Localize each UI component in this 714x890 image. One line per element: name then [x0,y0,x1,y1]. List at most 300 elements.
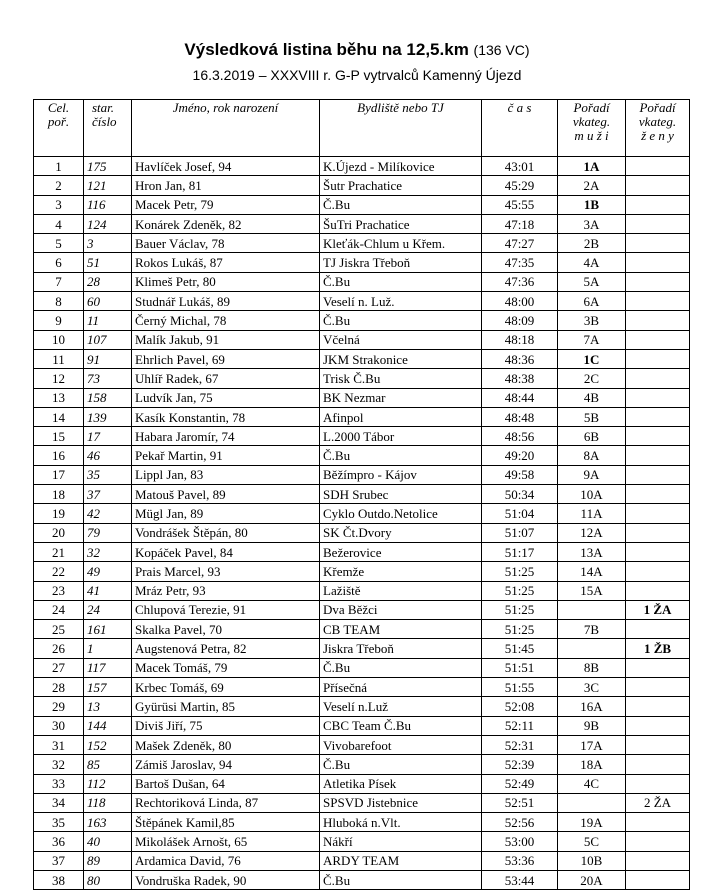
header-category-women: Pořadí vkateg. ž e n y [626,100,690,157]
cell-category-women [626,407,690,426]
cell-name: Vondruška Radek, 90 [132,870,320,889]
cell-rank: 3 [34,195,84,214]
cell-name: Skalka Pavel, 70 [132,620,320,639]
cell-category-women [626,774,690,793]
cell-category-men: 17A [558,735,626,754]
cell-name: Štěpánek Kamil,85 [132,813,320,832]
cell-rank: 38 [34,870,84,889]
cell-time: 53:44 [482,870,558,889]
cell-category-men: 10B [558,851,626,870]
cell-category-men: 4A [558,253,626,272]
cell-start-number: 158 [84,388,132,407]
header-rank: Cel. poř. [34,100,84,157]
cell-start-number: 60 [84,292,132,311]
cell-category-women [626,446,690,465]
cell-time: 48:56 [482,427,558,446]
cell-rank: 34 [34,793,84,812]
table-row [34,639,690,658]
cell-rank: 23 [34,581,84,600]
cell-name: Černý Michal, 78 [132,311,320,330]
cell-name: Gyürüsi Martin, 85 [132,697,320,716]
cell-club: Č.Bu [320,446,482,465]
header-category-men: Pořadí vkateg. m u ž i [558,100,626,157]
cell-time: 52:11 [482,716,558,735]
cell-category-women [626,870,690,889]
cell-name: Uhlíř Radek, 67 [132,369,320,388]
cell-rank: 36 [34,832,84,851]
table-row [34,620,690,639]
cell-rank: 14 [34,407,84,426]
table-row [34,813,690,832]
cell-club: Lažiště [320,581,482,600]
cell-category-women [626,813,690,832]
cell-name: Macek Petr, 79 [132,195,320,214]
header-start-number: star. číslo [84,100,132,157]
cell-category-women [626,272,690,291]
cell-club: TJ Jiskra Třeboň [320,253,482,272]
table-row [34,176,690,195]
cell-start-number: 17 [84,427,132,446]
cell-rank: 15 [34,427,84,446]
cell-category-men: 5B [558,407,626,426]
table-row [34,755,690,774]
table-row [34,658,690,677]
cell-name: Vondrášek Štěpán, 80 [132,523,320,542]
table-row [34,716,690,735]
title-main: Výsledková listina běhu na 12,5.km [184,40,469,59]
cell-category-men: 6A [558,292,626,311]
cell-club: K.Újezd - Milíkovice [320,157,482,176]
cell-time: 51:25 [482,562,558,581]
cell-name: Mráz Petr, 93 [132,581,320,600]
cell-name: Macek Tomáš, 79 [132,658,320,677]
cell-category-men: 13A [558,542,626,561]
cell-start-number: 11 [84,311,132,330]
cell-rank: 17 [34,465,84,484]
cell-club: Afinpol [320,407,482,426]
cell-category-men: 2C [558,369,626,388]
cell-name: Kopáček Pavel, 84 [132,542,320,561]
cell-category-men: 16A [558,697,626,716]
cell-rank: 21 [34,542,84,561]
cell-name: Havlíček Josef, 94 [132,157,320,176]
cell-rank: 26 [34,639,84,658]
cell-category-men [558,639,626,658]
cell-category-women [626,581,690,600]
cell-start-number: 124 [84,214,132,233]
cell-time: 52:39 [482,755,558,774]
cell-start-number: 112 [84,774,132,793]
cell-start-number: 35 [84,465,132,484]
cell-rank: 1 [34,157,84,176]
cell-name: Lippl Jan, 83 [132,465,320,484]
cell-time: 51:45 [482,639,558,658]
cell-category-women [626,716,690,735]
cell-club: Cyklo Outdo.Netolice [320,504,482,523]
cell-rank: 11 [34,349,84,368]
cell-time: 48:18 [482,330,558,349]
cell-start-number: 42 [84,504,132,523]
table-row [34,870,690,889]
cell-name: Malík Jakub, 91 [132,330,320,349]
cell-name: Prais Marcel, 93 [132,562,320,581]
cell-time: 51:55 [482,678,558,697]
cell-club: JKM Strakonice [320,349,482,368]
cell-category-men: 6B [558,427,626,446]
table-row [34,388,690,407]
cell-category-men: 5C [558,832,626,851]
cell-club: Přísečná [320,678,482,697]
cell-start-number: 139 [84,407,132,426]
cell-club: Č.Bu [320,755,482,774]
cell-time: 47:27 [482,234,558,253]
cell-category-women: 1 ŽA [626,600,690,619]
cell-category-women [626,427,690,446]
cell-start-number: 107 [84,330,132,349]
cell-time: 47:35 [482,253,558,272]
cell-name: Hron Jan, 81 [132,176,320,195]
cell-club: CB TEAM [320,620,482,639]
cell-time: 52:49 [482,774,558,793]
cell-category-women [626,234,690,253]
cell-time: 48:36 [482,349,558,368]
cell-club: SK Čt.Dvory [320,523,482,542]
cell-rank: 12 [34,369,84,388]
cell-club: BK Nezmar [320,388,482,407]
cell-category-women [626,369,690,388]
cell-rank: 13 [34,388,84,407]
cell-name: Kasík Konstantin, 78 [132,407,320,426]
cell-start-number: 41 [84,581,132,600]
cell-category-women [626,542,690,561]
table-row [34,446,690,465]
cell-start-number: 3 [84,234,132,253]
cell-time: 51:25 [482,600,558,619]
cell-rank: 25 [34,620,84,639]
cell-club: L.2000 Tábor [320,427,482,446]
cell-category-women: 2 ŽA [626,793,690,812]
cell-category-men: 18A [558,755,626,774]
cell-category-women [626,562,690,581]
table-row [34,485,690,504]
cell-start-number: 144 [84,716,132,735]
cell-time: 48:09 [482,311,558,330]
cell-category-women [626,735,690,754]
cell-time: 43:01 [482,157,558,176]
cell-time: 51:51 [482,658,558,677]
cell-club: Č.Bu [320,311,482,330]
cell-start-number: 32 [84,542,132,561]
cell-category-men: 11A [558,504,626,523]
cell-rank: 9 [34,311,84,330]
cell-rank: 4 [34,214,84,233]
cell-category-men: 12A [558,523,626,542]
cell-start-number: 51 [84,253,132,272]
cell-category-men: 1A [558,157,626,176]
cell-club: ŠuTri Prachatice [320,214,482,233]
table-row [34,851,690,870]
cell-start-number: 49 [84,562,132,581]
cell-start-number: 161 [84,620,132,639]
cell-name: Rokos Lukáš, 87 [132,253,320,272]
cell-category-women [626,678,690,697]
cell-start-number: 46 [84,446,132,465]
table-row [34,832,690,851]
cell-time: 51:25 [482,581,558,600]
results-body [34,157,690,890]
header-time: č a s [482,100,558,157]
cell-time: 51:25 [482,620,558,639]
cell-rank: 28 [34,678,84,697]
cell-club: Č.Bu [320,272,482,291]
cell-name: Pekař Martin, 91 [132,446,320,465]
table-row [34,697,690,716]
cell-category-women [626,311,690,330]
cell-category-women [626,851,690,870]
cell-category-women [626,330,690,349]
table-row [34,523,690,542]
cell-start-number: 117 [84,658,132,677]
cell-category-men: 5A [558,272,626,291]
cell-club: Šutr Prachatice [320,176,482,195]
cell-club: Dva Běžci [320,600,482,619]
cell-rank: 29 [34,697,84,716]
cell-rank: 8 [34,292,84,311]
cell-rank: 20 [34,523,84,542]
cell-rank: 7 [34,272,84,291]
cell-club: Jiskra Třeboň [320,639,482,658]
cell-time: 52:51 [482,793,558,812]
cell-time: 53:00 [482,832,558,851]
cell-name: Klimeš Petr, 80 [132,272,320,291]
cell-category-women [626,195,690,214]
cell-rank: 19 [34,504,84,523]
cell-rank: 18 [34,485,84,504]
table-row [34,735,690,754]
cell-category-men: 8B [558,658,626,677]
table-row [34,272,690,291]
cell-club: Č.Bu [320,658,482,677]
cell-time: 51:17 [482,542,558,561]
cell-category-women [626,523,690,542]
table-row [34,349,690,368]
cell-rank: 10 [34,330,84,349]
table-row [34,581,690,600]
cell-club: SDH Srubec [320,485,482,504]
cell-category-women [626,485,690,504]
cell-time: 47:36 [482,272,558,291]
cell-club: Běžímpro - Kájov [320,465,482,484]
cell-rank: 31 [34,735,84,754]
cell-time: 53:36 [482,851,558,870]
cell-start-number: 13 [84,697,132,716]
cell-category-men [558,793,626,812]
cell-club: Nákří [320,832,482,851]
cell-club: Atletika Písek [320,774,482,793]
cell-category-men: 7B [558,620,626,639]
cell-rank: 24 [34,600,84,619]
cell-club: CBC Team Č.Bu [320,716,482,735]
table-row [34,292,690,311]
cell-name: Diviš Jiří, 75 [132,716,320,735]
cell-rank: 16 [34,446,84,465]
cell-start-number: 40 [84,832,132,851]
cell-rank: 27 [34,658,84,677]
cell-category-men: 10A [558,485,626,504]
cell-name: Ludvík Jan, 75 [132,388,320,407]
cell-category-men: 1C [558,349,626,368]
table-row [34,600,690,619]
cell-category-men: 3B [558,311,626,330]
cell-name: Mikolášek Arnošt, 65 [132,832,320,851]
document-title [0,40,714,60]
cell-time: 48:48 [482,407,558,426]
table-row [34,369,690,388]
cell-category-men: 1B [558,195,626,214]
table-row [34,504,690,523]
cell-start-number: 91 [84,349,132,368]
cell-time: 51:04 [482,504,558,523]
cell-start-number: 28 [84,272,132,291]
cell-time: 50:34 [482,485,558,504]
cell-time: 49:20 [482,446,558,465]
table-row [34,542,690,561]
cell-time: 49:58 [482,465,558,484]
cell-category-women [626,755,690,774]
cell-name: Bauer Václav, 78 [132,234,320,253]
cell-category-men: 3A [558,214,626,233]
cell-category-men: 9B [558,716,626,735]
cell-name: Studnář Lukáš, 89 [132,292,320,311]
cell-name: Matouš Pavel, 89 [132,485,320,504]
table-row [34,562,690,581]
results-table [33,99,690,890]
cell-time: 52:08 [482,697,558,716]
cell-start-number: 85 [84,755,132,774]
cell-name: Konárek Zdeněk, 82 [132,214,320,233]
cell-name: Bartoš Dušan, 64 [132,774,320,793]
cell-category-women [626,465,690,484]
table-row [34,214,690,233]
table-row [34,774,690,793]
cell-time: 45:55 [482,195,558,214]
cell-category-men: 2B [558,234,626,253]
cell-category-men: 14A [558,562,626,581]
cell-category-women [626,620,690,639]
cell-category-women [626,388,690,407]
cell-rank: 6 [34,253,84,272]
cell-name: Ardamica David, 76 [132,851,320,870]
cell-time: 45:29 [482,176,558,195]
cell-club: Veselí n. Luž. [320,292,482,311]
cell-category-women [626,697,690,716]
cell-time: 48:00 [482,292,558,311]
cell-rank: 30 [34,716,84,735]
table-row [34,465,690,484]
cell-start-number: 163 [84,813,132,832]
cell-club: Křemže [320,562,482,581]
table-row [34,157,690,176]
table-row [34,330,690,349]
cell-club: Č.Bu [320,195,482,214]
cell-start-number: 73 [84,369,132,388]
cell-start-number: 80 [84,870,132,889]
cell-category-women: 1 ŽB [626,639,690,658]
cell-category-women [626,349,690,368]
cell-club: SPSVD Jistebnice [320,793,482,812]
cell-name: Mügl Jan, 89 [132,504,320,523]
cell-rank: 35 [34,813,84,832]
cell-start-number: 37 [84,485,132,504]
cell-club: ARDY TEAM [320,851,482,870]
cell-name: Ehrlich Pavel, 69 [132,349,320,368]
cell-name: Krbec Tomáš, 69 [132,678,320,697]
cell-club: Veselí n.Luž [320,697,482,716]
table-row [34,253,690,272]
table-row [34,427,690,446]
cell-category-men: 3C [558,678,626,697]
cell-name: Habara Jaromír, 74 [132,427,320,446]
cell-category-women [626,157,690,176]
cell-club: Bežerovice [320,542,482,561]
cell-category-men: 4C [558,774,626,793]
cell-time: 52:56 [482,813,558,832]
cell-name: Rechtoriková Linda, 87 [132,793,320,812]
cell-start-number: 1 [84,639,132,658]
cell-club: Vivobarefoot [320,735,482,754]
cell-category-women [626,292,690,311]
cell-category-women [626,504,690,523]
cell-club: Včelná [320,330,482,349]
cell-rank: 5 [34,234,84,253]
cell-category-men: 8A [558,446,626,465]
header-club: Bydliště nebo TJ [320,100,482,157]
cell-category-men: 9A [558,465,626,484]
cell-start-number: 24 [84,600,132,619]
cell-time: 52:31 [482,735,558,754]
cell-start-number: 121 [84,176,132,195]
table-row [34,311,690,330]
cell-category-men [558,600,626,619]
cell-time: 48:38 [482,369,558,388]
cell-category-men: 7A [558,330,626,349]
cell-category-women [626,176,690,195]
table-row [34,407,690,426]
cell-start-number: 175 [84,157,132,176]
cell-category-men: 20A [558,870,626,889]
cell-start-number: 118 [84,793,132,812]
cell-club: Hluboká n.Vlt. [320,813,482,832]
cell-rank: 2 [34,176,84,195]
cell-start-number: 152 [84,735,132,754]
table-row [34,234,690,253]
header-row [34,100,690,157]
header-name: Jméno, rok narození [132,100,320,157]
cell-name: Zámiš Jaroslav, 94 [132,755,320,774]
cell-rank: 22 [34,562,84,581]
cell-club: Č.Bu [320,870,482,889]
cell-category-women [626,658,690,677]
cell-name: Chlupová Terezie, 91 [132,600,320,619]
cell-start-number: 89 [84,851,132,870]
table-row [34,678,690,697]
cell-start-number: 116 [84,195,132,214]
cell-name: Augstenová Petra, 82 [132,639,320,658]
document-subtitle: 16.3.2019 – XXXVIII r. G-P vytrvalců Kamenný Újezd [192,67,522,83]
cell-time: 51:07 [482,523,558,542]
cell-category-women [626,253,690,272]
cell-start-number: 157 [84,678,132,697]
